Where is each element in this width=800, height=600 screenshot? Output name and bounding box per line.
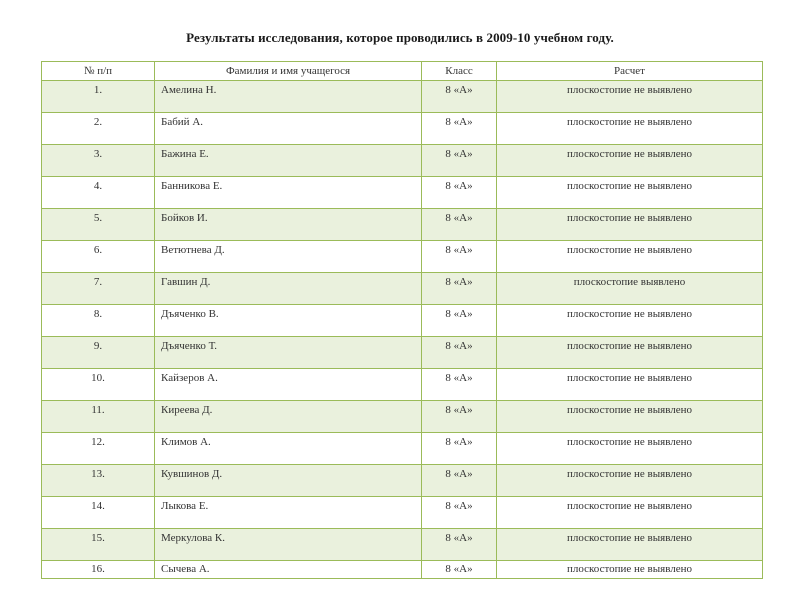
row-class: 8 «А»	[422, 337, 497, 369]
row-class: 8 «А»	[422, 401, 497, 433]
row-name: Киреева Д.	[155, 401, 422, 433]
row-result: плоскостопие не выявлено	[497, 433, 763, 465]
row-class: 8 «А»	[422, 369, 497, 401]
table-row	[42, 305, 763, 337]
row-result: плоскостопие не выявлено	[497, 177, 763, 209]
row-name: Банникова Е.	[155, 177, 422, 209]
row-name: Лыкова Е.	[155, 497, 422, 529]
table-row	[42, 561, 763, 579]
row-result: плоскостопие не выявлено	[497, 305, 763, 337]
row-result: плоскостопие не выявлено	[497, 529, 763, 561]
row-name: Бажина Е.	[155, 145, 422, 177]
row-num: 6.	[42, 241, 155, 273]
header-class: Класс	[422, 62, 497, 81]
row-class: 8 «А»	[422, 113, 497, 145]
row-name: Меркулова К.	[155, 529, 422, 561]
row-name: Амелина Н.	[155, 81, 422, 113]
table-row	[42, 369, 763, 401]
row-num: 12.	[42, 433, 155, 465]
table-row	[42, 177, 763, 209]
row-name: Дъяченко В.	[155, 305, 422, 337]
row-class: 8 «А»	[422, 177, 497, 209]
row-class: 8 «А»	[422, 497, 497, 529]
row-result: плоскостопие не выявлено	[497, 337, 763, 369]
row-num: 11.	[42, 401, 155, 433]
table-row	[42, 241, 763, 273]
row-result: плоскостопие не выявлено	[497, 561, 763, 579]
row-result: плоскостопие не выявлено	[497, 369, 763, 401]
table-row	[42, 145, 763, 177]
table-row	[42, 465, 763, 497]
row-num: 1.	[42, 81, 155, 113]
row-result: плоскостопие не выявлено	[497, 241, 763, 273]
row-name: Бабий А.	[155, 113, 422, 145]
row-num: 2.	[42, 113, 155, 145]
table-row	[42, 337, 763, 369]
table-row	[42, 81, 763, 113]
document-title: Результаты исследования, которое проводились в 2009-10 учебном году.	[186, 30, 614, 45]
row-num: 4.	[42, 177, 155, 209]
row-result: плоскостопие не выявлено	[497, 465, 763, 497]
row-num: 10.	[42, 369, 155, 401]
table-row	[42, 433, 763, 465]
row-name: Дъяченко Т.	[155, 337, 422, 369]
row-result: плоскостопие не выявлено	[497, 113, 763, 145]
row-num: 7.	[42, 273, 155, 305]
row-class: 8 «А»	[422, 433, 497, 465]
row-name: Ветютнева Д.	[155, 241, 422, 273]
row-result: плоскостопие не выявлено	[497, 401, 763, 433]
table-row	[42, 401, 763, 433]
row-class: 8 «А»	[422, 273, 497, 305]
row-num: 5.	[42, 209, 155, 241]
row-name: Кайзеров А.	[155, 369, 422, 401]
row-class: 8 «А»	[422, 305, 497, 337]
row-num: 14.	[42, 497, 155, 529]
row-num: 8.	[42, 305, 155, 337]
table-row	[42, 113, 763, 145]
row-num: 13.	[42, 465, 155, 497]
row-result: плоскостопие не выявлено	[497, 81, 763, 113]
row-class: 8 «А»	[422, 465, 497, 497]
header-row	[42, 62, 763, 81]
row-class: 8 «А»	[422, 241, 497, 273]
row-result: плоскостопие выявлено	[497, 273, 763, 305]
header-result: Расчет	[497, 62, 763, 81]
row-name: Климов А.	[155, 433, 422, 465]
row-result: плоскостопие не выявлено	[497, 497, 763, 529]
row-result: плоскостопие не выявлено	[497, 209, 763, 241]
table-header	[42, 62, 763, 81]
row-num: 15.	[42, 529, 155, 561]
header-name: Фамилия и имя учащегося	[155, 62, 422, 81]
row-name: Бойков И.	[155, 209, 422, 241]
row-num: 9.	[42, 337, 155, 369]
table-row	[42, 209, 763, 241]
table-row	[42, 529, 763, 561]
row-class: 8 «А»	[422, 145, 497, 177]
row-name: Сычева А.	[155, 561, 422, 579]
results-table	[41, 61, 763, 579]
row-name: Гавшин Д.	[155, 273, 422, 305]
table-row	[42, 273, 763, 305]
row-num: 16.	[42, 561, 155, 579]
row-class: 8 «А»	[422, 209, 497, 241]
table-row	[42, 497, 763, 529]
row-class: 8 «А»	[422, 81, 497, 113]
row-name: Кувшинов Д.	[155, 465, 422, 497]
row-class: 8 «А»	[422, 529, 497, 561]
header-num: № п/п	[42, 62, 155, 81]
table-body	[42, 81, 763, 579]
row-class: 8 «А»	[422, 561, 497, 579]
row-result: плоскостопие не выявлено	[497, 145, 763, 177]
row-num: 3.	[42, 145, 155, 177]
